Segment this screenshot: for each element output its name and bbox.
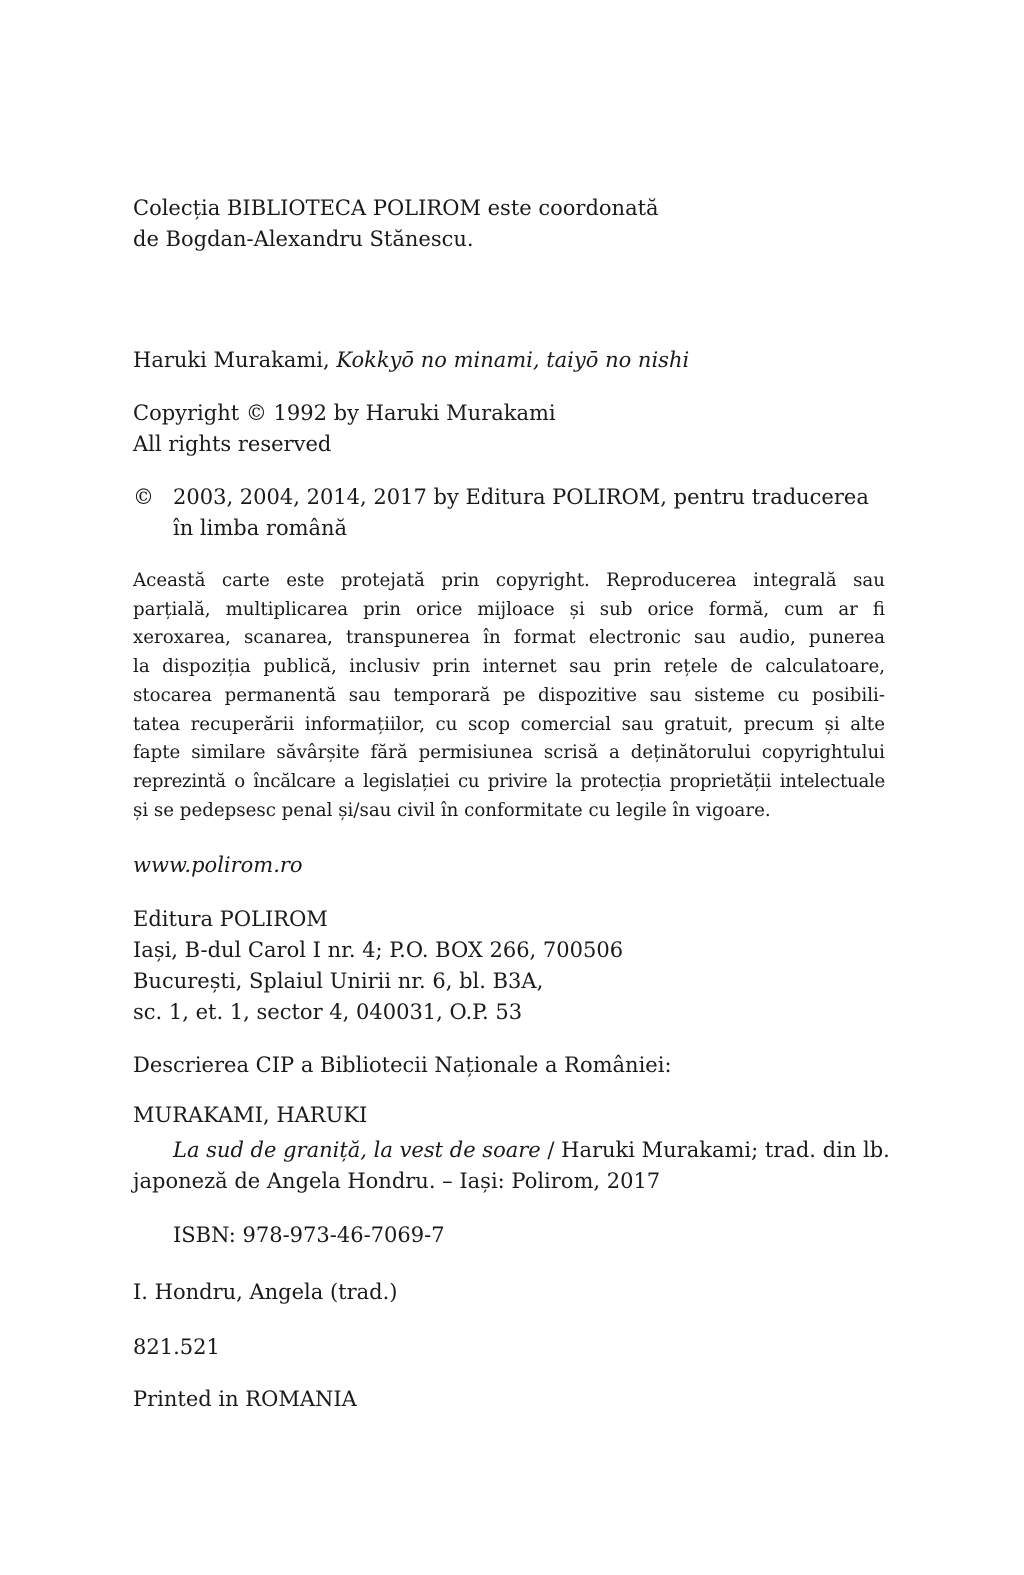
translation-copyright: [133, 482, 869, 544]
original-title-line: [133, 345, 689, 376]
cip-title-line-2: japoneză de Angela Hondru. – Iași: Polirom, 2017: [133, 1169, 661, 1193]
legal-line: fapte similare săvârșite fără permisiunea scrisă a deținătorului copyrightului: [133, 742, 885, 764]
printed-in: Printed in ROMANIA: [133, 1387, 357, 1411]
legal-line: Această carte este protejată prin copyright. Reproducerea integrală sau: [133, 570, 885, 591]
translation-copyright-line-1: [133, 482, 869, 513]
collection-credit: [133, 193, 659, 255]
publisher-bucuresti-2: sc. 1, et. 1, sector 4, 040031, O.P. 53: [133, 1000, 523, 1024]
legal-line: reprezintă o încălcare a legislației cu privire la protecția proprietății intelectuale: [133, 770, 885, 792]
collection-line-1: Colecția BIBLIOTECA POLIROM este coordonată: [133, 196, 659, 220]
publisher-address: [133, 904, 623, 1028]
publisher-name: Editura POLIROM: [133, 907, 328, 931]
legal-line: parțială, multiplicarea prin orice mijloace și sub orice formă, cum ar fi: [133, 598, 885, 620]
copyright-block: [133, 398, 556, 460]
cip-title: La sud de graniță, la vest de soare: [173, 1138, 541, 1162]
legal-line: la dispoziția publică, inclusiv prin internet sau prin rețele de calculatoare,: [133, 656, 885, 678]
legal-line: și se pedepsesc penal și/sau civil în conformitate cu legile în vigoare.: [133, 799, 771, 821]
publisher-bucuresti-1: București, Splaiul Unirii nr. 6, bl. B3A,: [133, 969, 544, 993]
classification-number: 821.521: [133, 1335, 220, 1359]
translation-copyright-line-2: în limba română: [173, 516, 348, 540]
cip-title-rest: / Haruki Murakami; trad. din lb.: [540, 1138, 890, 1162]
original-author: Haruki Murakami,: [133, 348, 337, 372]
legal-line: stocarea permanentă sau temporară pe dispozitive sau sisteme cu posibili-: [133, 684, 885, 706]
legal-notice: [133, 567, 885, 825]
translation-copyright-text: 2003, 2004, 2014, 2017 by Editura POLIROM, pentru traducerea: [173, 485, 869, 509]
cip-title-block: [133, 1135, 890, 1197]
isbn: ISBN: 978-973-46-7069-7: [173, 1223, 445, 1247]
website-link[interactable]: www.polirom.ro: [133, 853, 303, 877]
cip-heading: Descrierea CIP a Bibliotecii Naționale a României:: [133, 1053, 672, 1077]
cip-title-line: [133, 1135, 890, 1166]
copyright-symbol: ©: [133, 485, 154, 509]
original-title: Kokkyō no minami, taiyō no nishi: [336, 348, 690, 372]
cip-translator: I. Hondru, Angela (trad.): [133, 1280, 398, 1304]
rights-reserved: All rights reserved: [133, 432, 332, 456]
legal-line: tatea recuperării informațiilor, cu scop comercial sau gratuit, precum și alte: [133, 713, 885, 735]
copyright-line: Copyright © 1992 by Haruki Murakami: [133, 401, 556, 425]
cip-author: MURAKAMI, HARUKI: [133, 1103, 368, 1127]
publisher-iasi: Iași, B-dul Carol I nr. 4; P.O. BOX 266, 700506: [133, 938, 624, 962]
legal-line: xeroxarea, scanarea, transpunerea în format electronic sau audio, punerea: [133, 627, 885, 649]
collection-line-2: de Bogdan-Alexandru Stănescu.: [133, 227, 474, 251]
